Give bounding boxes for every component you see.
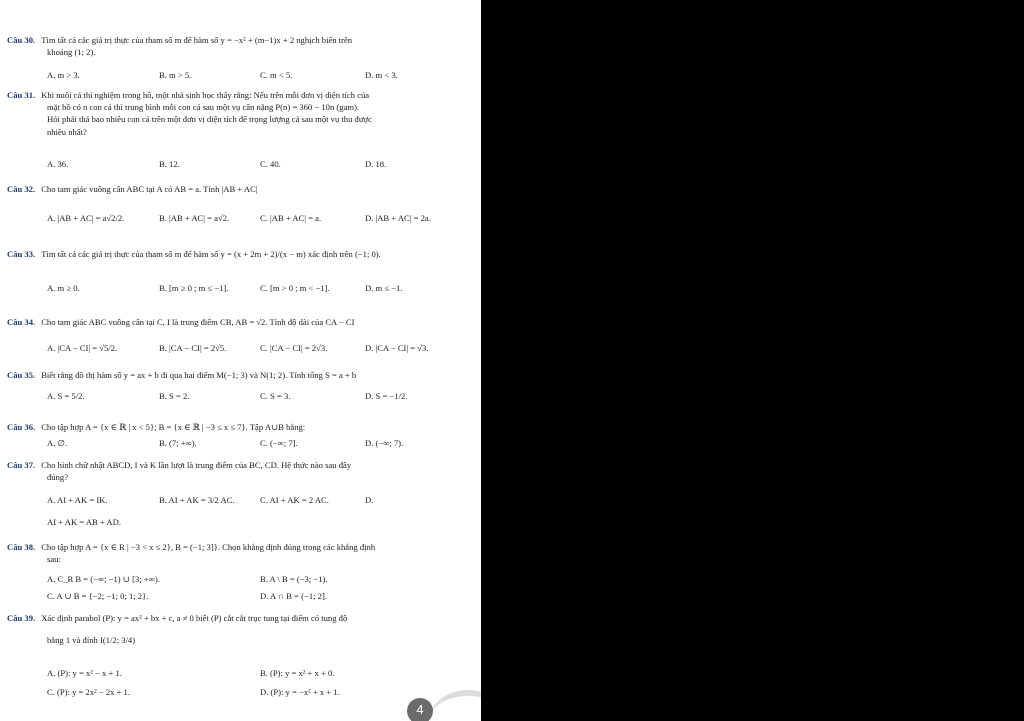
- document-page: [0, 0, 481, 721]
- option-b: B. |AB + AC| = a√2.: [159, 213, 230, 223]
- question-37: [7, 459, 475, 483]
- option-c: C. |CA − CI| = 2√3.: [260, 343, 328, 353]
- option-c: C. (−∞; 7].: [260, 438, 298, 448]
- option-c: C. 40.: [260, 159, 281, 169]
- option-d: D. 18.: [365, 159, 387, 169]
- question-number: Câu 30.: [7, 35, 36, 45]
- option-b: B. m > 5.: [159, 70, 192, 80]
- option-c: C. |AB + AC| = a.: [260, 213, 322, 223]
- question-text: Cho hình chữ nhật ABCD, I và K lần lượt là trung điểm của BC, CD. Hệ thức nào sau đây: [41, 460, 352, 470]
- option-d: D. m < 3.: [365, 70, 398, 80]
- option-b: B. S = 2.: [159, 391, 190, 401]
- option-c: C. S = 3.: [260, 391, 291, 401]
- option-d: D. A ∩ B = (−1; 2].: [260, 591, 327, 601]
- option-d: D.: [365, 495, 374, 505]
- question-number: Câu 36.: [7, 422, 36, 432]
- question-39: [7, 612, 475, 646]
- question-number: Câu 39.: [7, 613, 36, 623]
- question-text: Cho tập hợp A = {x ∈ R | −3 < x ≤ 2}, B = (−1; 3]}. Chọn khẳng định đúng trong các khẳng định: [41, 542, 376, 552]
- question-text: Biết rằng đồ thị hàm số y = ax + b đi qua hai điểm M(−1; 3) và N(1; 2). Tính tổng S = a + b: [41, 370, 357, 380]
- option-d: D. m ≤ −1.: [365, 283, 403, 293]
- option-c: C. (P): y = 2x² − 2x + 1.: [47, 687, 131, 697]
- question-text-cont: khoảng (1; 2).: [47, 47, 96, 58]
- option-d: D. S = −1/2.: [365, 391, 408, 401]
- question-30: [7, 34, 475, 58]
- option-a: A. |AB + AC| = a√2/2.: [47, 213, 125, 223]
- option-b: B. (P): y = x² + x + 0.: [260, 668, 335, 678]
- option-c: C. A ∪ B = {−2; −1; 0; 1; 2}.: [47, 591, 149, 601]
- question-32: [7, 183, 475, 195]
- option-c: C. [m > 0 ; m < −1].: [260, 283, 330, 293]
- option-a: A. m ≥ 0.: [47, 283, 80, 293]
- question-text: Cho tập hợp A = {x ∈ ℝ | x < 5}; B = {x ∈ ℝ | −3 ≤ x ≤ 7}. Tập A∪B bằng:: [41, 422, 306, 432]
- question-number: Câu 38.: [7, 542, 36, 552]
- option-d: D. |AB + AC| = 2a.: [365, 213, 431, 223]
- page-curl-decoration: [428, 690, 481, 721]
- question-number: Câu 35.: [7, 370, 36, 380]
- question-text-cont: bằng 1 và đỉnh I(1/2; 3/4): [47, 635, 136, 646]
- option-c: C. m < 5.: [260, 70, 293, 80]
- question-number: Câu 37.: [7, 460, 36, 470]
- option-a: A. ∅.: [47, 438, 68, 448]
- option-a: A. C_R B = (−∞; −1) ∪ [3; +∞).: [47, 574, 160, 584]
- question-text: Cho tam giác vuông cân ABC tại A có AB = a. Tính |AB + AC|: [41, 184, 258, 194]
- question-text-cont: mặt hồ có n con cá thì trung bình mỗi con cá sau một vụ cân nặng P(n) = 360 − 10n (gam).: [47, 102, 360, 113]
- question-38: [7, 541, 475, 565]
- option-d: D. (−∞; 7).: [365, 438, 404, 448]
- option-a: A. m > 3.: [47, 70, 80, 80]
- question-text: Khi nuôi cá thí nghiệm trong hồ, một nhà sinh học thấy rằng: Nếu trên mỗi đơn vị diện tích của: [41, 90, 370, 100]
- question-text-cont: nhiều nhất?: [47, 126, 87, 137]
- option-b: B. A \ B = (−3; −1).: [260, 574, 328, 584]
- question-text-cont: đúng?: [47, 472, 69, 483]
- page-number-badge: 4: [407, 698, 433, 721]
- question-text-cont: Hỏi phải thả bao nhiêu con cá trên một đơn vị diện tích để trọng lượng cá sau một vụ thu được: [47, 114, 372, 125]
- question-text-cont: sau:: [47, 554, 61, 565]
- option-a: A. S = 5/2.: [47, 391, 85, 401]
- question-number: Câu 32.: [7, 184, 36, 194]
- question-text: Tìm tất cả các giá trị thực của tham số m để hàm số y = −x² + (m−1)x + 2 nghịch biến trên: [41, 35, 353, 45]
- option-a: A. 36.: [47, 159, 69, 169]
- option-b: B. (7; +∞).: [159, 438, 197, 448]
- question-text: Tìm tất cả các giá trị thực của tham số m để hàm số y = (x + 2m + 2)/(x − m) xác định trên (−1; 0).: [41, 249, 381, 259]
- option-d-text: AI + AK = AB + AD.: [47, 517, 121, 527]
- question-number: Câu 31.: [7, 90, 36, 100]
- option-c: C. AI + AK = 2 AC.: [260, 495, 329, 505]
- option-b: B. AI + AK = 3/2 AC.: [159, 495, 235, 505]
- question-31: [7, 89, 475, 138]
- option-d: D. (P): y = −x² + x + 1.: [260, 687, 340, 697]
- question-35: [7, 369, 475, 381]
- question-text: Xác định parabol (P): y = ax² + bx + c, a ≠ 0 biết (P) cắt cắt trục tung tại điểm có tung độ: [41, 613, 348, 623]
- question-number: Câu 34.: [7, 317, 36, 327]
- question-text: Cho tam giác ABC vuông cân tại C, I là trung điểm CB, AB = √2. Tính độ dài của CA − CI: [41, 317, 355, 327]
- option-a: A. AI + AK = IK.: [47, 495, 108, 505]
- option-b: B. |CA − CI| = 2√5.: [159, 343, 227, 353]
- question-33: [7, 248, 475, 260]
- option-a: A. (P): y = x² − x + 1.: [47, 668, 122, 678]
- option-a: A. |CA − CI| = √5/2.: [47, 343, 118, 353]
- option-d: D. |CA − CI| = √3.: [365, 343, 429, 353]
- question-36: [7, 421, 475, 433]
- question-number: Câu 33.: [7, 249, 36, 259]
- question-34: [7, 316, 475, 328]
- option-b: B. [m ≥ 0 ; m ≤ −1].: [159, 283, 229, 293]
- option-b: B. 12.: [159, 159, 180, 169]
